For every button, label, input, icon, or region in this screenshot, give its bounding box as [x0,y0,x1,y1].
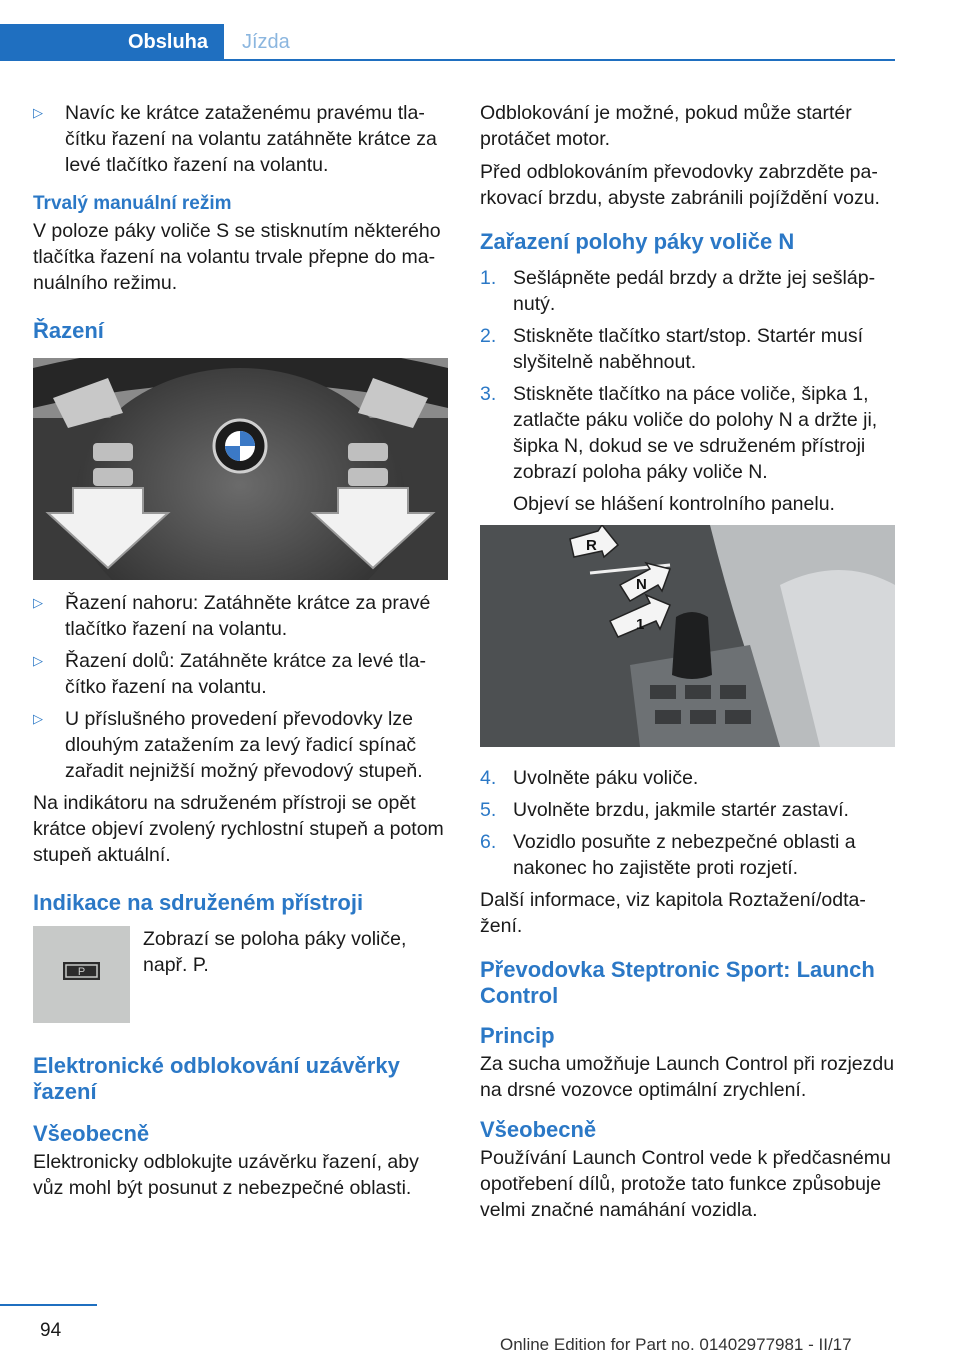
paragraph-odblokovani: Odblokování je možné, pokud může startér protáčet motor. [480,102,852,150]
step-text: Uvolněte páku voliče. [513,767,699,789]
heading-vseobecne: Všeobecně [33,1121,150,1146]
list-item [33,590,448,642]
left-column [33,100,448,1208]
list-item [480,829,895,881]
paragraph-trvaly: V poloze páky voliče S se stisknutím některého tlačítka řazení na volantu trvale přepne do manuálního režimu. [33,220,441,294]
step-number: 6. [480,831,497,853]
footer-divider [0,1304,97,1306]
step-text: Vozidlo posuňte z nebezpečné oblasti a nakonec ho zajistěte proti rozjetí. [513,831,856,879]
heading-elektronicke: Elektronické odblokování uzávěrky řazení [33,1053,400,1104]
list-item-text: Navíc ke krátce zataženému pravému tlačítku řazení na volantu zatáhněte krátce za levé tlačítko řazení na volantu. [65,102,437,176]
list-item-text: Řazení dolů: Zatáhněte krátce za levé tlačítko řazení na volantu. [65,650,426,698]
indicator-letter: P [77,966,86,978]
arrow-label-1: 1 [636,616,645,633]
step-number: 5. [480,799,497,821]
paragraph-pred-odblokovanim: Před odblokováním převodovky zabrzděte parkovací brzdu, abyste zabránili pojíždění vozu. [480,161,880,209]
step-number: 2. [480,325,497,347]
list-item-text: Řazení nahoru: Zatáhněte krátce za pravé tlačítko řazení na volantu. [65,592,431,640]
header-tabs [0,24,895,61]
header-divider [224,59,895,61]
step-note-text: Objeví se hlášení kontrolního panelu. [513,493,835,515]
right-column [480,100,895,1230]
gear-indicator-image [33,926,130,1023]
list-item [480,765,895,791]
triangle-bullet-icon: ▷ [33,595,43,610]
arrow-label-r: R [586,537,597,554]
list-item [480,797,895,823]
step-text: Sešlápněte pedál brzdy a držte jej sešlápnutý. [513,267,876,315]
page-number: 94 [40,1320,62,1341]
heading-vseobecne-2: Všeobecně [480,1117,597,1142]
step-number: 3. [480,383,497,405]
list-item [480,265,895,317]
tab-jizda[interactable]: Jízda [242,31,290,53]
paragraph-indikator: Na indikátoru na sdruženém přístroji se opět krátce objeví zvolený rychlostní stupeň a potom stupeň aktuální. [33,792,444,866]
step-text: Uvolněte brzdu, jakmile startér zastaví. [513,799,849,821]
arrow-label-n: N [636,576,647,593]
indicator-text: Zobrazí se poloha páky voliče, např. P. [143,928,407,976]
heading-razeni: Řazení [33,318,104,343]
heading-trvaly-rezim: Trvalý manuální režim [33,193,232,214]
paragraph-dalsi-informace: Další informace, viz kapitola Roztažení/odtažení. [480,889,866,937]
step-note [480,491,895,517]
list-item-text: U příslušného provedení převodovky lze dlouhým zatažením za levý řadicí spínač zařadit nejnižší možný převodový stupeň. [65,708,423,782]
step-text: Stiskněte tlačítko start/stop. Startér musí slyšitelně naběhnout. [513,325,864,373]
steering-wheel-image [33,358,448,580]
list-item [480,381,895,485]
step-number: 4. [480,767,497,789]
step-text: Stiskněte tlačítko na páce voliče, šipka 1, zatlačte páku voliče do polohy N a držte ji, šipka N, dokud se ve sdruženém přístroji zobrazí poloha páky voliče N. [513,383,878,483]
tab-obsluha[interactable]: Obsluha [0,24,224,61]
paragraph-princip: Za sucha umožňuje Launch Control při rozjezdu na drsné vozovce optimální zrychlení. [480,1053,895,1101]
list-item [33,648,448,700]
heading-launch-control: Převodovka Steptronic Sport: Launch Control [480,957,875,1008]
paragraph-vseobecne-2: Používání Launch Control vede k předčasnému opotřebení dílů, protože tato funkce způsobuje velmi značné namáhání vozidla. [480,1147,891,1221]
heading-princip: Princip [480,1023,555,1048]
list-item [33,706,448,784]
list-item [33,100,448,178]
indicator-block [33,926,448,1023]
triangle-bullet-icon: ▷ [33,711,43,726]
triangle-bullet-icon: ▷ [33,105,43,120]
list-item [480,323,895,375]
gear-selector-image [480,525,895,747]
edition-note: Online Edition for Part no. 01402977981 - II/17 [500,1335,852,1354]
heading-zarazeni-n: Zařazení polohy páky voliče N [480,229,795,254]
step-number: 1. [480,267,497,289]
triangle-bullet-icon: ▷ [33,653,43,668]
heading-indikace: Indikace na sdruženém přístroji [33,890,364,915]
paragraph-elektronicky: Elektronicky odblokujte uzávěrku řazení, aby vůz mohl být posunut z nebezpečné oblasti. [33,1151,419,1199]
